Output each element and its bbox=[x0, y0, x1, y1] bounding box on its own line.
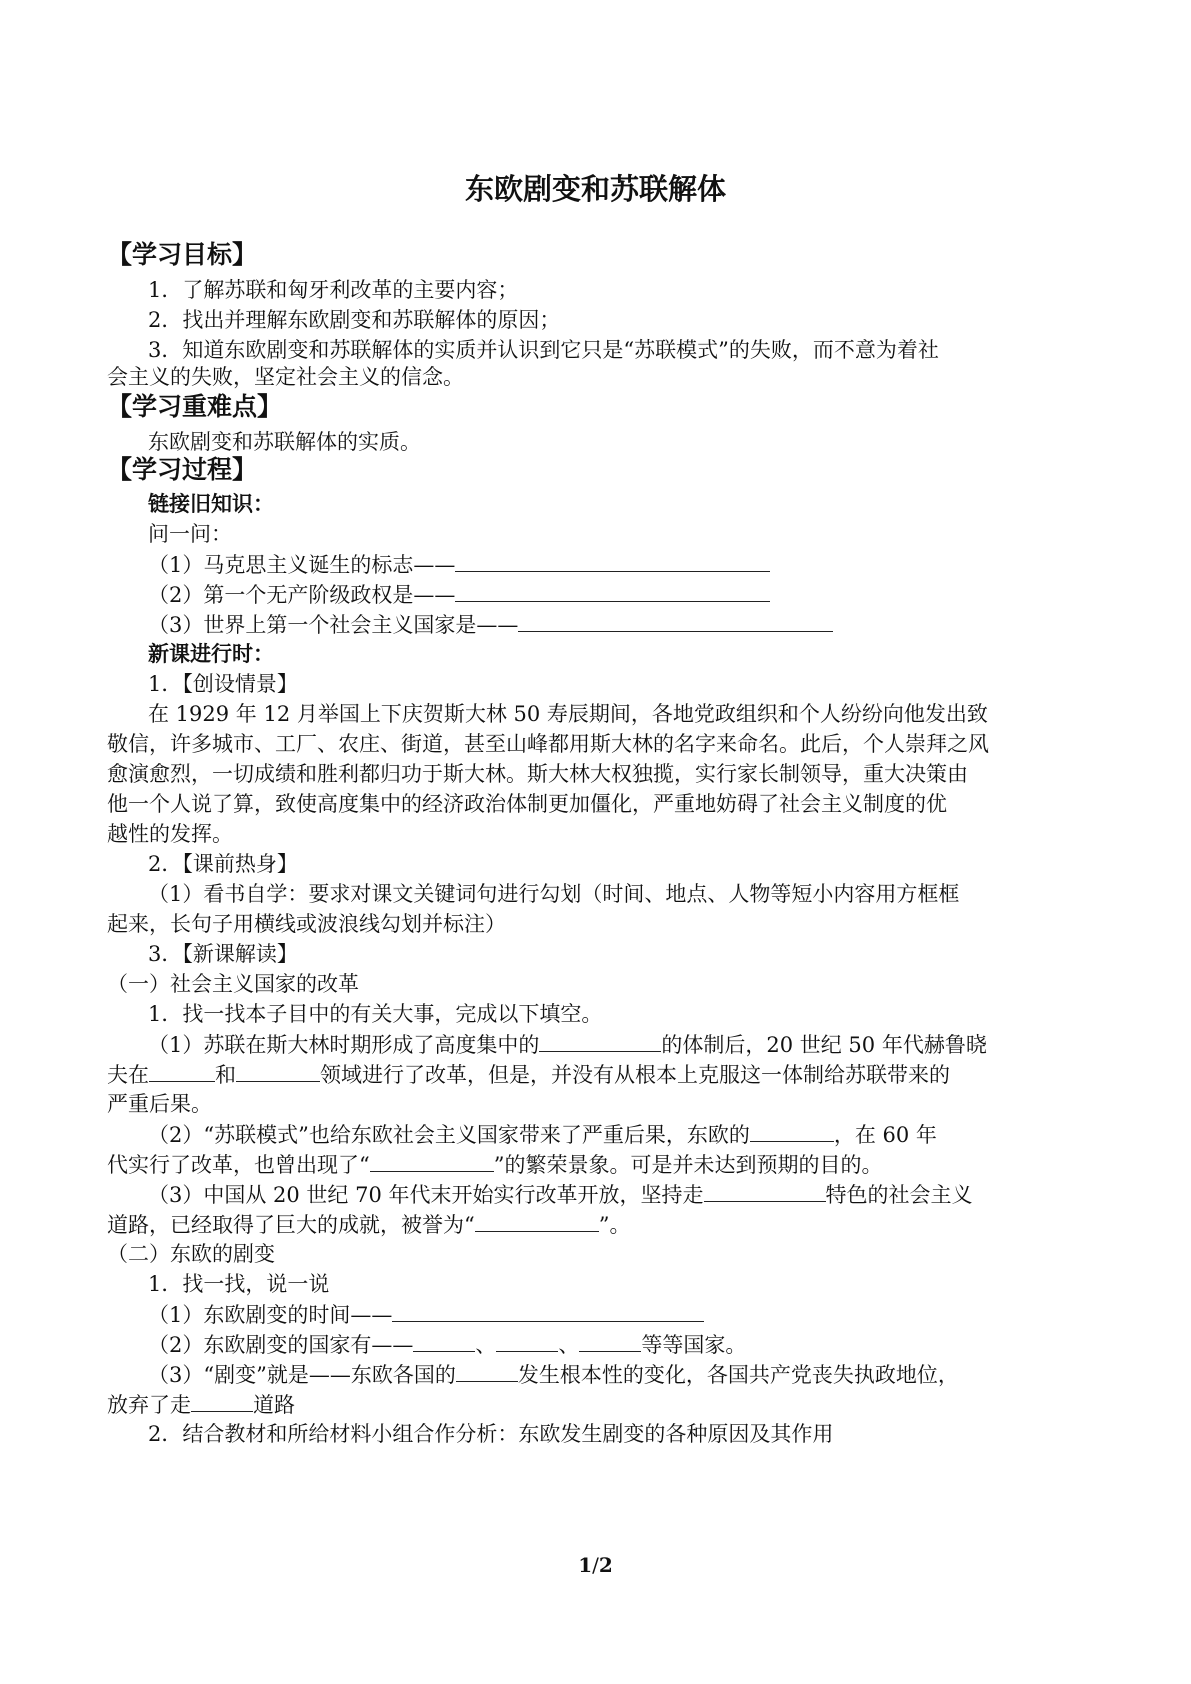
part-1-heading: （一）社会主义国家的改革 bbox=[107, 972, 359, 996]
scenario-para-line1: 在 1929 年 12 月举国上下庆贺斯大林 50 寿辰期间，各地党政组织和个人纷纷向他发出致 bbox=[148, 702, 988, 726]
blank-field[interactable] bbox=[475, 1209, 599, 1232]
blank-field[interactable] bbox=[579, 1329, 641, 1352]
heading-objectives: 【学习目标】 bbox=[107, 240, 258, 269]
blank-field[interactable] bbox=[413, 1329, 475, 1352]
blank-field[interactable] bbox=[704, 1179, 826, 1202]
heading-key-points: 【学习重难点】 bbox=[107, 392, 283, 421]
reform-3-line2: 道路，已经取得了巨大的成就，被誉为“ ”。 bbox=[107, 1209, 630, 1240]
blank-field[interactable] bbox=[750, 1119, 834, 1142]
part-2-heading: （二）东欧的剧变 bbox=[107, 1242, 275, 1266]
blank-field[interactable] bbox=[539, 1029, 661, 1052]
question-1: （1）马克思主义诞生的标志—— bbox=[148, 549, 770, 580]
scenario-para-line5: 越性的发挥。 bbox=[107, 822, 233, 846]
ask-label: 问一问： bbox=[148, 522, 232, 546]
blank-field[interactable] bbox=[456, 1359, 518, 1382]
find-1: 1．找一找本子目中的有关大事，完成以下填空。 bbox=[148, 1002, 603, 1026]
objective-1: 1．了解苏联和匈牙利改革的主要内容； bbox=[148, 278, 519, 302]
reform-2-line1: （2）“苏联模式”也给东欧社会主义国家带来了严重后果，东欧的 ，在 60 年 bbox=[148, 1119, 937, 1150]
blank-field[interactable] bbox=[392, 1299, 704, 1322]
heading-process: 【学习过程】 bbox=[107, 455, 258, 484]
objective-3-line2: 会主义的失败，坚定社会主义的信念。 bbox=[107, 365, 464, 389]
new-lesson-label: 新课进行时： bbox=[148, 642, 274, 666]
scenario-title: 1．【创设情景】 bbox=[148, 672, 298, 696]
reform-3-line1: （3）中国从 20 世纪 70 年代末开始实行改革开放，坚持走 特色的社会主义 bbox=[148, 1179, 973, 1210]
blank-field[interactable] bbox=[455, 549, 770, 572]
warmup-line2: 起来，长句子用横线或波浪线勾划并标注） bbox=[107, 912, 506, 936]
interpretation-title: 3．【新课解读】 bbox=[148, 942, 298, 966]
east-europe-3-line1: （3）“剧变”就是——东欧各国的 发生根本性的变化，各国共产党丧失执政地位， bbox=[148, 1359, 959, 1390]
scenario-para-line2: 敬信，许多城市、工厂、农庄、街道，甚至山峰都用斯大林的名字来命名。此后，个人崇拜之风 bbox=[107, 732, 989, 756]
scenario-para-line3: 愈演愈烈，一切成绩和胜利都归功于斯大林。斯大林大权独揽，实行家长制领导，重大决策由 bbox=[107, 762, 968, 786]
objective-3-line1: 3．知道东欧剧变和苏联解体的实质并认识到它只是“苏联模式”的失败，而不意为着社 bbox=[148, 338, 939, 362]
blank-field[interactable] bbox=[455, 579, 770, 602]
link-old-knowledge: 链接旧知识： bbox=[148, 492, 274, 516]
warmup-line1: （1）看书自学：要求对课文关键词句进行勾划（时间、地点、人物等短小内容用方框框 bbox=[148, 882, 960, 906]
analysis-task: 2．结合教材和所给材料小组合作分析：东欧发生剧变的各种原因及其作用 bbox=[148, 1422, 834, 1446]
east-europe-1: （1）东欧剧变的时间—— bbox=[148, 1299, 704, 1330]
blank-field[interactable] bbox=[370, 1149, 494, 1172]
blank-field[interactable] bbox=[496, 1329, 558, 1352]
page-number: 1/2 bbox=[578, 1553, 613, 1577]
page-title: 东欧剧变和苏联解体 bbox=[464, 172, 726, 206]
key-point-text: 东欧剧变和苏联解体的实质。 bbox=[148, 430, 421, 454]
scenario-para-line4: 他一个人说了算，致使高度集中的经济政治体制更加僵化，严重地妨碍了社会主义制度的优 bbox=[107, 792, 947, 816]
reform-1-line2: 夫在 和 领域进行了改革，但是，并没有从根本上克服这一体制给苏联带来的 bbox=[107, 1059, 950, 1090]
reform-1-line3: 严重后果。 bbox=[107, 1092, 212, 1116]
question-3: （3）世界上第一个社会主义国家是—— bbox=[148, 609, 833, 640]
warmup-title: 2．【课前热身】 bbox=[148, 852, 298, 876]
east-europe-3-line2: 放弃了走 道路 bbox=[107, 1389, 295, 1420]
reform-1-line1: （1）苏联在斯大林时期形成了高度集中的 的体制后，20 世纪 50 年代赫鲁晓 bbox=[148, 1029, 987, 1060]
blank-field[interactable] bbox=[236, 1059, 320, 1082]
blank-field[interactable] bbox=[149, 1059, 215, 1082]
east-europe-2: （2）东欧剧变的国家有—— 、 、 等等国家。 bbox=[148, 1329, 746, 1360]
blank-field[interactable] bbox=[191, 1389, 253, 1412]
objective-2: 2．找出并理解东欧剧变和苏联解体的原因； bbox=[148, 308, 561, 332]
reform-2-line2: 代实行了改革，也曾出现了“ ”的繁荣景象。可是并未达到预期的目的。 bbox=[107, 1149, 882, 1180]
blank-field[interactable] bbox=[518, 609, 833, 632]
find-2: 1．找一找，说一说 bbox=[148, 1272, 330, 1296]
question-2: （2）第一个无产阶级政权是—— bbox=[148, 579, 770, 610]
